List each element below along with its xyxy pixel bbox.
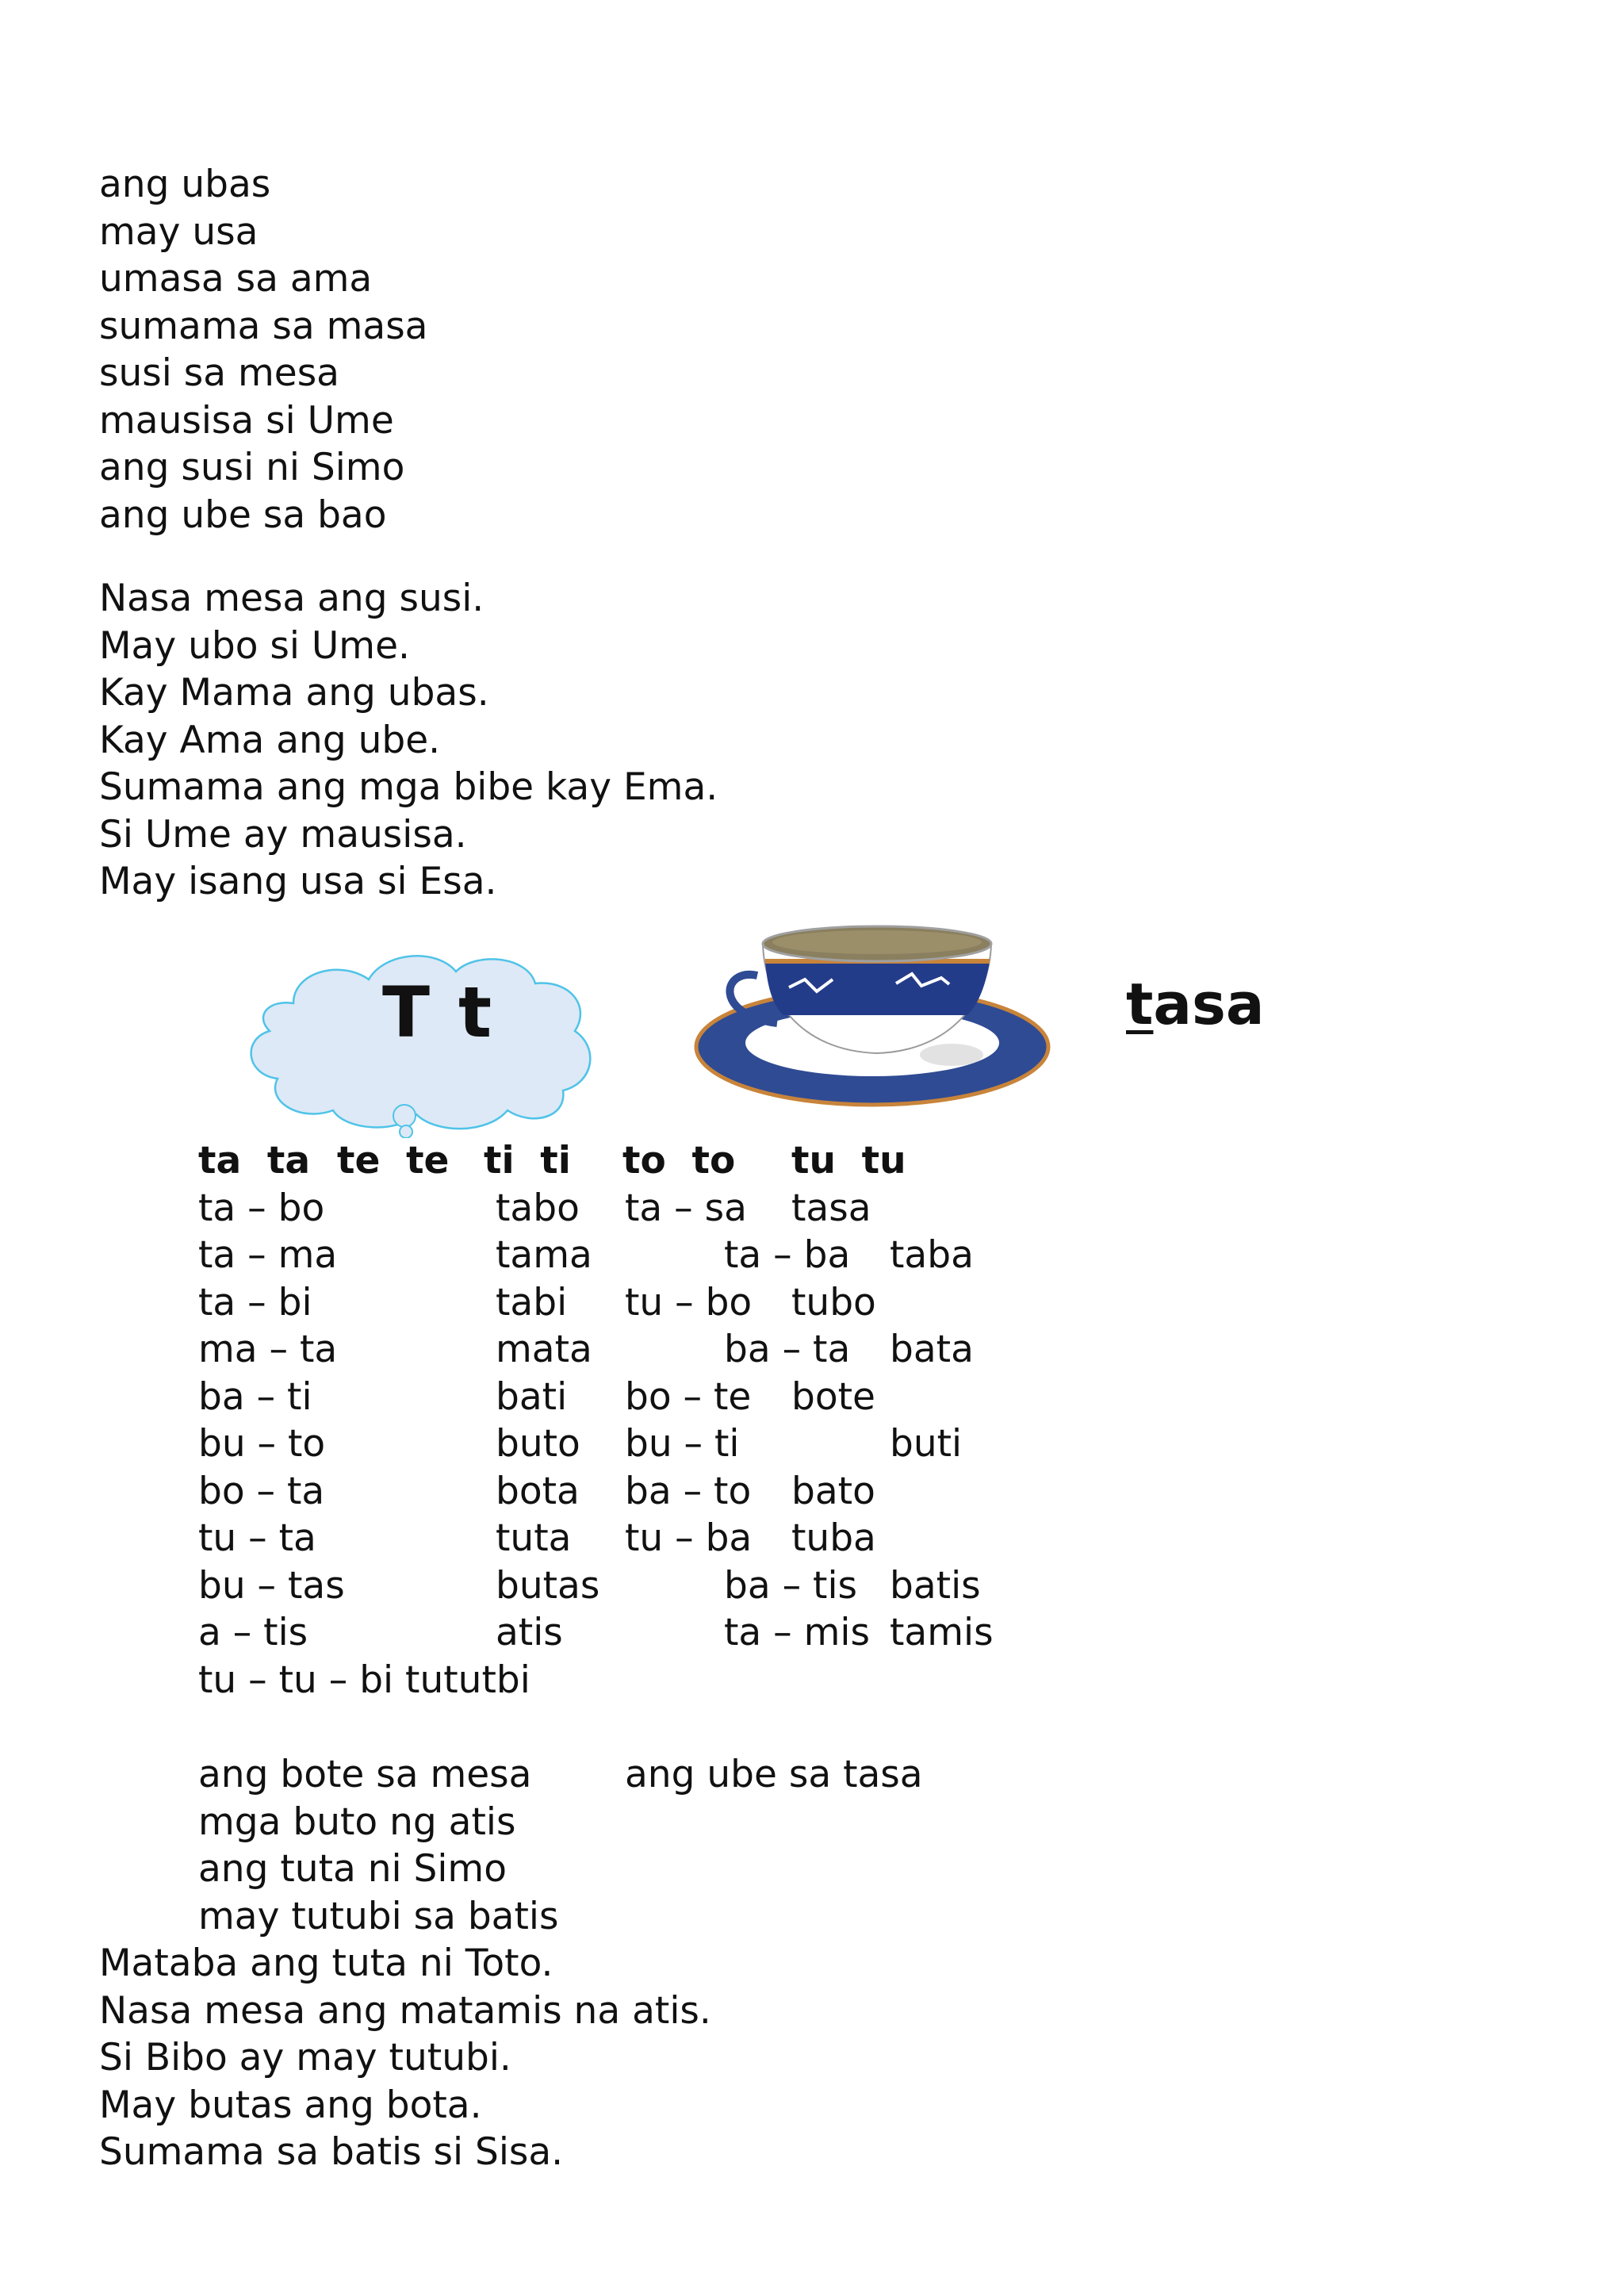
- phrase: ang bote sa mesa: [198, 1753, 532, 1796]
- syllable-split: ba – tis: [724, 1564, 857, 1608]
- picture-word: [1126, 971, 1265, 1037]
- word: tabi: [496, 1281, 568, 1324]
- syllable-pair: tu tu: [791, 1139, 906, 1182]
- sentence: Kay Mama ang ubas.: [99, 671, 489, 715]
- syllable-split: tu – bo: [625, 1281, 753, 1324]
- phrase: mausisa si Ume: [99, 398, 394, 443]
- syllable-split: ma – ta: [198, 1328, 338, 1371]
- syllable-split: tu – ta: [198, 1516, 316, 1560]
- word: butas: [496, 1564, 600, 1608]
- sentence-list-2: [99, 1940, 711, 2176]
- word: buti: [890, 1422, 963, 1466]
- phrase: ang ubas: [99, 163, 271, 206]
- picture-word-first-letter: t: [1126, 971, 1154, 1037]
- syllable-split: bo – te: [625, 1375, 752, 1419]
- phrase: may usa: [99, 209, 259, 254]
- phrase: sumama sa masa: [99, 304, 428, 348]
- sentence: May butas ang bota.: [99, 2083, 482, 2127]
- syllable-split: ba – ti: [198, 1375, 312, 1419]
- phrase: ang ube sa tasa: [625, 1753, 923, 1796]
- phrase: ang susi ni Simo: [99, 446, 405, 489]
- phrase: susi sa mesa: [99, 351, 339, 395]
- sentence: May isang usa si Esa.: [99, 860, 497, 903]
- syllable-split: bu – to: [198, 1422, 326, 1466]
- syllable-split: tu – tu – bi tututbi: [198, 1658, 530, 1702]
- syllable-split: bo – ta: [198, 1470, 325, 1513]
- word: atis: [496, 1611, 563, 1654]
- syllable-split: bu – tas: [198, 1564, 345, 1608]
- teacup-saucer-icon: [690, 912, 1055, 1110]
- word: tuta: [496, 1516, 572, 1560]
- syllable-split: a – tis: [198, 1611, 308, 1654]
- sentence: Sumama ang mga bibe kay Ema.: [99, 765, 718, 809]
- picture-word-rest: asa: [1153, 971, 1265, 1037]
- word: bota: [496, 1470, 580, 1513]
- syllable-pair: ta ta: [198, 1139, 311, 1182]
- syllable-split: bu – ti: [625, 1422, 740, 1466]
- syllable-pair: te te: [337, 1139, 450, 1182]
- sentence: Sumama sa batis si Sisa.: [99, 2130, 564, 2174]
- word: tuba: [791, 1516, 876, 1560]
- sentence: Nasa mesa ang matamis na atis.: [99, 1988, 711, 2033]
- syllable-split: ta – bo: [198, 1186, 325, 1230]
- sentence-list-1: [99, 575, 718, 906]
- syllable-split: ta – sa: [625, 1186, 747, 1230]
- phrase: ang ube sa bao: [99, 493, 387, 537]
- word: bato: [791, 1470, 875, 1513]
- word: tubo: [791, 1281, 876, 1324]
- word: buto: [496, 1422, 580, 1466]
- letter-upper: T: [382, 972, 431, 1053]
- phrase: mga buto ng atis: [198, 1800, 516, 1844]
- sentence: Kay Ama ang ube.: [99, 718, 441, 762]
- syllable-pair: ti ti: [484, 1139, 571, 1182]
- phrase: umasa sa ama: [99, 257, 373, 301]
- word: tama: [496, 1233, 592, 1277]
- sentence: Mataba ang tuta ni Toto.: [99, 1941, 553, 1985]
- syllable-split: ta – mis: [724, 1611, 870, 1654]
- sentence: Nasa mesa ang susi.: [99, 577, 485, 620]
- syllable-split: ta – ma: [198, 1233, 338, 1277]
- letter-lower: t: [458, 972, 492, 1053]
- word: bati: [496, 1375, 568, 1419]
- sentence: Si Bibo ay may tutubi.: [99, 2036, 511, 2079]
- word: tamis: [890, 1611, 994, 1654]
- word: batis: [890, 1564, 981, 1608]
- word: mata: [496, 1328, 592, 1371]
- word: tasa: [791, 1186, 871, 1230]
- phrase-list-1: [99, 161, 428, 539]
- sentence: Si Ume ay mausisa.: [99, 812, 467, 857]
- syllable-split: ba – to: [625, 1470, 752, 1513]
- syllable-split: ta – bi: [198, 1281, 312, 1324]
- syllable-pair: to to: [622, 1139, 736, 1182]
- phrase: may tutubi sa batis: [198, 1894, 559, 1938]
- syllable-split: tu – ba: [625, 1516, 753, 1560]
- sentence: May ubo si Ume.: [99, 623, 410, 668]
- word: bata: [890, 1328, 974, 1371]
- phrase-list-2: [198, 1751, 558, 1940]
- syllable-split: ta – ba: [724, 1233, 851, 1277]
- phrase: ang tuta ni Simo: [198, 1847, 507, 1891]
- syllable-split: ba – ta: [724, 1328, 851, 1371]
- word: tabo: [496, 1186, 580, 1230]
- word: taba: [890, 1233, 974, 1277]
- word: bote: [791, 1375, 875, 1419]
